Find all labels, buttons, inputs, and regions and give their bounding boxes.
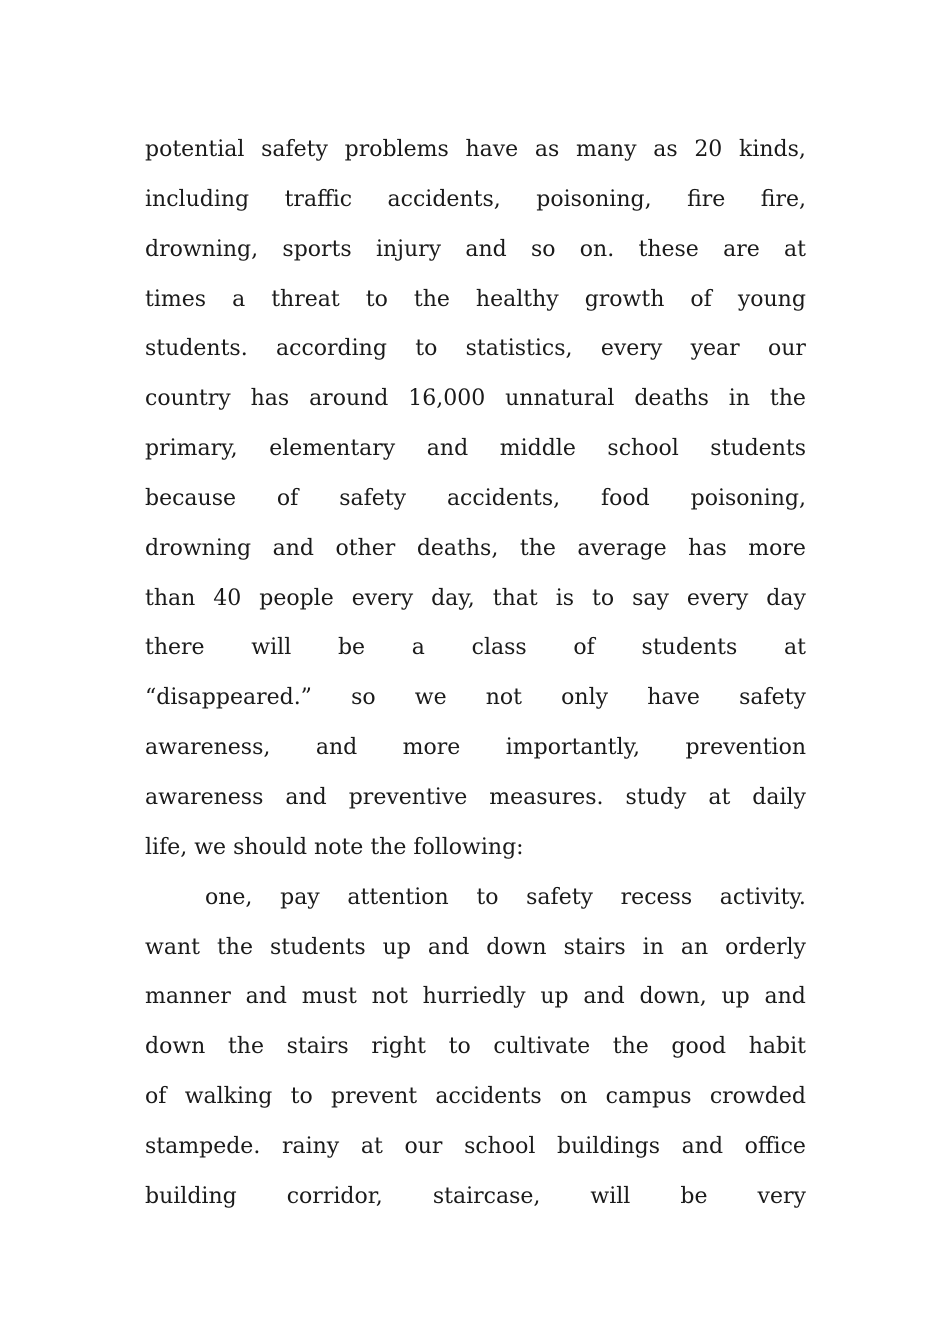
word: other [335,535,396,561]
word: people [259,585,334,611]
word: up [382,934,411,960]
word: not [485,685,523,711]
text-line [145,923,806,973]
word: down [486,934,547,960]
word: of [573,635,595,661]
text-line [145,972,806,1022]
word: have [647,685,700,711]
word: at [783,635,806,661]
word: of [145,1084,167,1110]
word: more [402,735,461,761]
word: on [559,1084,588,1110]
word: manner [145,984,231,1010]
word: campus [605,1084,692,1110]
word: unnatural [505,386,615,412]
word: threat [271,286,340,312]
word: according [276,336,387,362]
word: to [448,1034,471,1060]
word: fire [687,186,726,212]
word: pay [280,884,320,910]
word: the [612,1034,649,1060]
word: healthy [475,286,559,312]
word: as [653,137,678,162]
word: orderly [725,934,806,960]
word: want [145,934,200,960]
word: awareness [145,784,264,810]
word: every [686,585,749,611]
word: a [411,635,425,661]
word: preventive [348,784,468,810]
word: school [464,1133,536,1159]
word: will [251,635,292,661]
word: accidents [435,1084,542,1110]
word: has [688,535,727,561]
word: of [690,286,712,312]
word: accidents, [446,485,561,511]
word: walking [184,1084,273,1110]
word: and [315,735,358,761]
word: students [710,436,806,462]
word: as [534,137,560,162]
word: daily [752,784,806,810]
text-line [145,673,806,723]
word: building [145,1183,237,1209]
text-line [145,1122,806,1172]
word: only [561,685,609,711]
word: day [766,585,806,611]
word: is [555,585,575,611]
word: importantly, [505,735,641,761]
word: including [145,186,250,212]
word: very [757,1183,806,1209]
word: every [600,336,663,362]
word: because [145,485,237,511]
word: up [540,984,569,1010]
word: awareness, [145,735,271,761]
word: fire, [760,186,806,212]
word: accidents, [387,186,501,212]
word: injury [375,236,442,262]
word: traffic [284,186,353,212]
word: sports [282,236,352,262]
word: to [415,336,438,362]
word: up [721,984,750,1010]
word: safety [339,485,407,511]
word: are [723,236,760,262]
word: must [301,984,357,1010]
word: prevention [685,735,806,761]
word: prevent [331,1084,418,1110]
text-line [145,574,806,624]
word: potential [145,137,245,162]
word: on. [579,236,615,262]
word: study [625,784,687,810]
word: safety [261,137,328,162]
text-line [145,125,806,175]
word: in [642,934,664,960]
word: “disappeared.” [145,685,312,711]
word: young [737,286,806,312]
word: cultivate [493,1034,591,1060]
body-text [145,125,806,1222]
word: so [351,685,376,711]
word: year [690,336,740,362]
text-line [145,1072,806,1122]
word: to [290,1084,313,1110]
word: our [404,1133,443,1159]
text-line [145,723,806,773]
word: an [680,934,709,960]
word: be [680,1183,708,1209]
word: say [632,585,669,611]
word: the [216,934,253,960]
word: a [232,286,246,312]
word: kinds, [739,137,806,162]
word: problems [344,137,449,162]
word: deaths, [416,535,499,561]
word: stampede. [145,1133,261,1159]
word: good [671,1034,727,1060]
word: right [371,1034,426,1060]
word: one, [205,884,253,910]
word: day, [431,585,475,611]
word: statistics, [465,336,573,362]
word: around [309,386,389,412]
word: have [465,137,519,162]
word: to [365,286,388,312]
word: poisoning, [690,485,806,511]
word: buildings [557,1133,661,1159]
word: our [768,336,806,362]
word: rainy [281,1133,340,1159]
word: the [413,286,450,312]
text-line [145,823,806,873]
text-line [145,374,806,424]
word: poisoning, [536,186,652,212]
word: corridor, [286,1183,383,1209]
word: and [764,984,806,1010]
word: than [145,585,196,611]
word: drowning [145,535,252,561]
word: stairs [563,934,626,960]
text-line [145,1022,806,1072]
word: growth [584,286,665,312]
word: in [728,386,750,412]
text-line [145,424,806,474]
word: every [351,585,414,611]
text-line [145,175,806,225]
word: and [272,535,315,561]
word: average [577,535,667,561]
text-line [145,773,806,823]
text-line [145,275,806,325]
word: has [250,386,290,412]
word: and [285,784,327,810]
text-line [145,623,806,673]
word: the [769,386,806,412]
word: food [601,485,650,511]
word: drowning, [145,236,259,262]
word: at [784,236,806,262]
text-line [145,474,806,524]
word: hurriedly [422,984,526,1010]
word: safety [526,884,593,910]
word: attention [347,884,449,910]
text-line [145,1172,806,1222]
word: the [519,535,556,561]
word: these [638,236,699,262]
text-line [145,324,806,374]
text-line [145,225,806,275]
word: so [530,236,556,262]
text-line [145,524,806,574]
word: students. [145,336,248,362]
word: to [476,884,499,910]
word: activity. [719,884,806,910]
word: there [145,635,205,661]
word: of [276,485,299,511]
word: measures. [489,784,604,810]
word: at [360,1133,383,1159]
word: office [744,1133,806,1159]
word: middle [499,436,576,462]
word: we [414,685,447,711]
word: down [145,1034,206,1060]
word: the [227,1034,264,1060]
word: and [426,436,469,462]
word: that [492,585,538,611]
word: deaths [634,386,709,412]
word: primary, [145,436,238,462]
word: 20 [694,137,723,162]
word: and [583,984,625,1010]
word: country [145,386,231,412]
text-line [145,873,806,923]
word: 40 [213,585,242,611]
word: many [575,137,637,162]
word: safety [739,685,806,711]
word: more [748,535,806,561]
word: recess [620,884,693,910]
word: habit [748,1034,806,1060]
word: and [465,236,507,262]
word: 16,000 [408,386,486,412]
word: staircase, [432,1183,541,1209]
word: class [471,635,527,661]
word: not [371,984,408,1010]
word: students [641,635,738,661]
word: to [592,585,615,611]
word: be [337,635,366,661]
word: at [708,784,731,810]
word: will [590,1183,631,1209]
word: students [269,934,366,960]
word: stairs [286,1034,349,1060]
word: down, [639,984,707,1010]
word: school [607,436,679,462]
word: and [427,934,470,960]
line-text: life, we should note the following: [145,834,524,860]
word: times [145,286,207,312]
word: and [245,984,287,1010]
word: crowded [709,1084,806,1110]
word: elementary [269,436,396,462]
word: and [681,1133,724,1159]
